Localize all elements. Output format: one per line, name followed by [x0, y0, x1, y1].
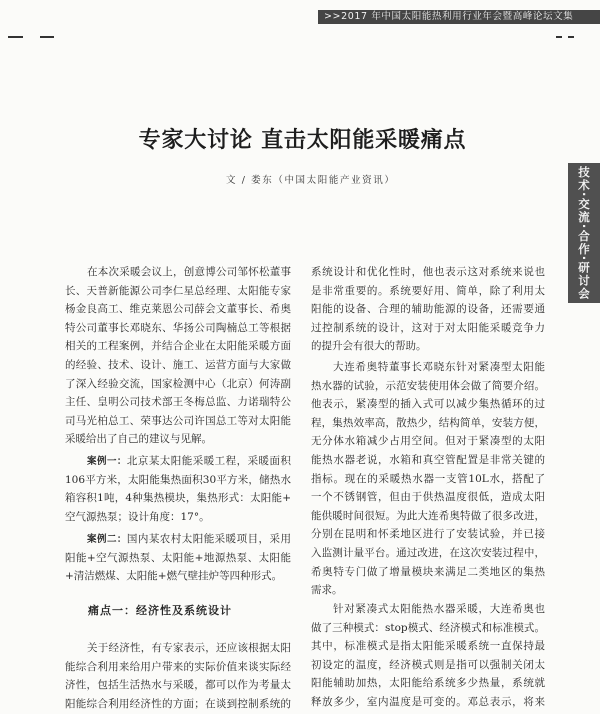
text-line: 系统设计和优化性时，他也表示这对系统来说也	[311, 266, 545, 278]
decorative-dash	[8, 36, 23, 38]
text-line: 他表示，紧凑型的插入式可以减少集热循环的过	[311, 398, 545, 411]
text-line: 阳能的设备、合理的辅助能源的设备，还需要通	[311, 303, 545, 316]
article-title: 专家大讨论 直击太阳能采暖痛点	[138, 127, 467, 153]
text-line: 指标。现在的采暖热水器一支管10L水，搭配了	[311, 472, 545, 485]
text-line: 一个不锈钢管，但由于供热温度很低，造成太阳	[311, 491, 545, 504]
section-paragraph	[65, 639, 291, 713]
text-line: 过控制系统的设计，这对于对太阳能采暖竞争力	[311, 321, 545, 334]
text-line: 的提升会有很大的帮助。	[311, 340, 427, 353]
text-line: 程，集热效率高，散热少，结构简单，安装方便，	[311, 416, 545, 429]
text-line	[65, 530, 291, 549]
text-line: 初设定的温度，经济模式则是指可以强制关闭太	[311, 658, 545, 671]
text-line: 106平方米，太阳能集热面积30平方米，储热水	[65, 473, 291, 486]
text-line: 空气源热泵；设计角度：17°。	[65, 510, 210, 523]
right-paragraph-3	[311, 600, 545, 712]
text-line: +清洁燃煤、太阳能+燃气壁挂炉等四种形式。	[65, 570, 283, 583]
case-one-paragraph	[65, 452, 291, 526]
right-paragraph-2	[311, 358, 545, 600]
text-line: 针对紧凑式太阳能热水器采暖，大连希奥也	[333, 603, 545, 615]
text-line: 分别在昆明和怀柔地区进行了安装试验，并已接	[311, 528, 545, 541]
case-two-paragraph	[65, 530, 291, 586]
text-line: 在本次采暖会议上，创意博公司邹怀松董事	[87, 266, 291, 278]
text-line: 能综合利用来给用户带来的实际价值来谈实际经	[65, 660, 291, 673]
decorative-dash	[568, 36, 574, 38]
case-label: 案例一：	[87, 456, 127, 467]
text-line: 能供暖时间很短。为此大连希奥特做了很多改进，	[311, 509, 545, 522]
text-line: 阳能+空气源热泵、太阳能+地源热泵、太阳能	[65, 551, 291, 564]
case-label: 案例二：	[87, 534, 127, 545]
text-line: 司马光柏总工、荣事达公司许国总工等对太阳能	[65, 414, 291, 427]
text-line	[65, 452, 291, 471]
article-byline: 文 / 娄东（中国太阳能产业资讯）	[226, 175, 396, 186]
text-line: 采暖给出了自己的建议与见解。	[65, 433, 212, 446]
text-line: 能热水器老说，水箱和真空管配置是非常关键的	[311, 453, 545, 466]
text-line: 箱容积1吨，4种集热模块，集热形式：太阳能+	[65, 492, 291, 505]
text-line: 热水器的试验，示范安装使用体会做了简要介绍。	[311, 379, 545, 392]
text-line: 相关的工程案例，并结合企业在太阳能采暖方面	[65, 340, 291, 353]
text-line: 济性，包括生活热水与采暖，都可以作为考量太	[65, 679, 291, 692]
section-heading: 痛点一：经济性及系统设计	[88, 604, 232, 617]
text-line: 长、天普新能源公司李仁星总经理、太阳能专家	[65, 284, 291, 297]
text-line: 入监测计量平台。通过改进，在这次安装过程中，	[311, 546, 545, 559]
intro-paragraph	[65, 263, 291, 449]
text-line: 释放多少，室内温度是可变的。邓总表示，将来	[311, 695, 545, 708]
side-tab-label: 技术·交流·合作·研讨会	[577, 165, 591, 301]
text-line: 特公司董事长邓晓东、华扬公司陶楠总工等根据	[65, 321, 291, 334]
text-line: 了深入经验交流，国家检测中心（北京）何涛副	[65, 377, 291, 390]
text-line: 的经验、技术、设计、施工、运营方面与大家做	[65, 358, 291, 371]
case-text: 北京某太阳能采暖工程，采暖面积	[126, 455, 291, 467]
text-line: 主任、皇明公司技术部王冬梅总监、力诺瑞特公	[65, 396, 291, 409]
decorative-dash	[556, 36, 562, 38]
text-line: 大连希奥特董事长邓晓东针对紧凑型太阳能	[333, 361, 545, 373]
text-line: 是非常重要的。系统要好用、简单，除了利用太	[311, 284, 545, 297]
text-line: 杨金良高工、维克莱恩公司薛会文董事长、希奥	[65, 303, 291, 316]
text-line: 阳能综合利用经济性的方面；在谈到控制系统的	[65, 697, 291, 710]
decorative-dash	[40, 36, 54, 38]
text-line: 需求。	[311, 584, 343, 597]
section-side-tab	[568, 163, 600, 303]
right-paragraph-1	[311, 263, 545, 356]
case-text: 国内某农村太阳能采暖项目，采用	[126, 533, 291, 545]
text-line: 阳能辅助加热，太阳能给系统多少热量，系统就	[311, 677, 545, 690]
text-line: 无分体水箱减少占用空间。但对于紧凑型的太阳	[311, 435, 545, 448]
header-banner: >>2017 年中国太阳能热利用行业年会暨高峰论坛文集	[318, 10, 600, 24]
text-line: 关于经济性，有专家表示，还应该根据太阳	[87, 642, 291, 654]
text-line: 其中，标准模式是指太阳能采暖系统一直保持最	[311, 640, 545, 653]
text-line: 希奥特专门做了增量模块来满足二类地区的集热	[311, 565, 545, 578]
text-line: 做了三种模式：stop模式、经济模式和标准模式。	[311, 621, 545, 634]
